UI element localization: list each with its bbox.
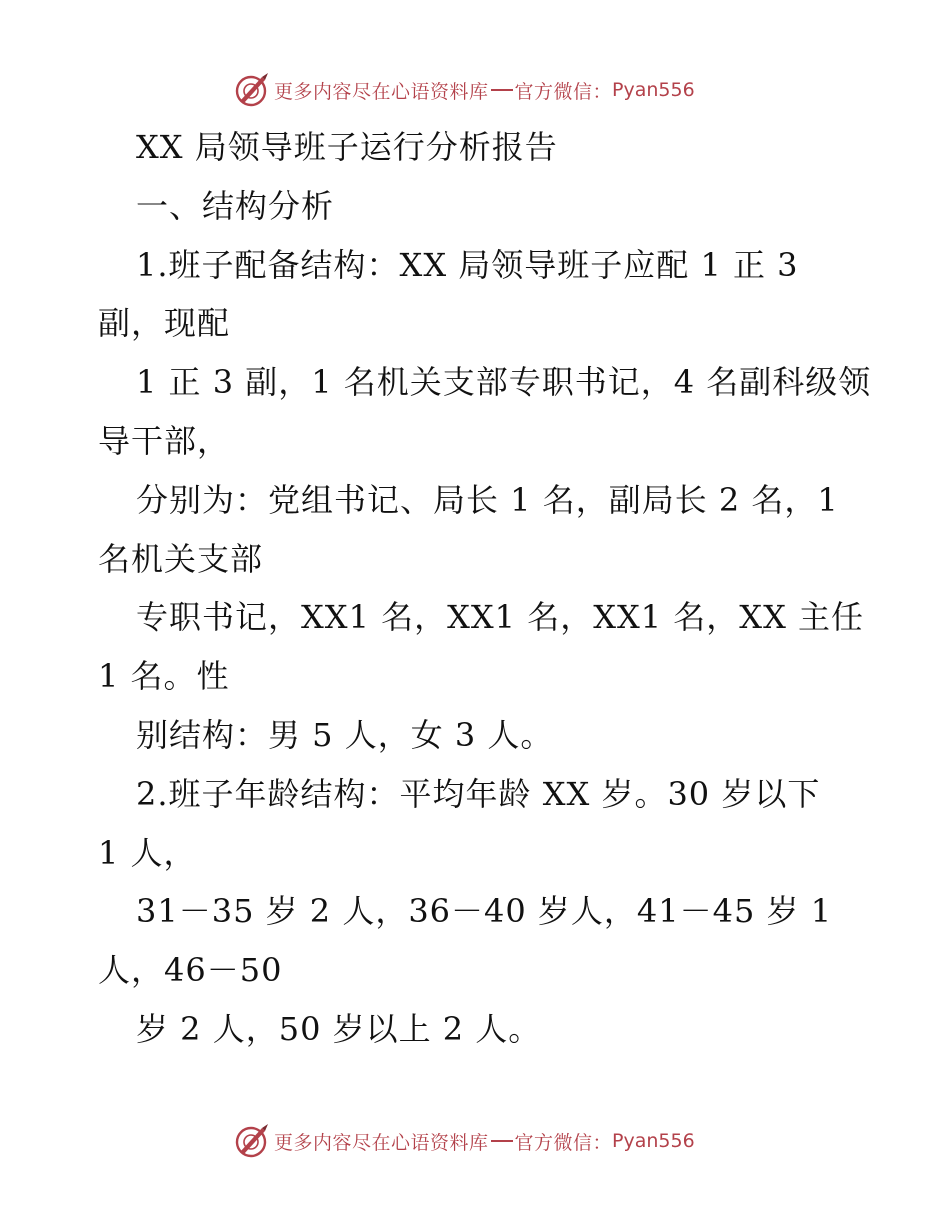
paragraph-line: 1 正 3 副，1 名机关支部专职书记，4 名副科级领 [136, 363, 872, 402]
paragraph-line: 1 名。性 [98, 657, 230, 696]
paragraph-line: 导干部， [98, 421, 231, 460]
paragraph-line: 名机关支部 [98, 539, 264, 578]
watermark-dash [491, 89, 513, 91]
quill-logo-icon [232, 1122, 270, 1160]
paragraph-line: 人，46－50 [98, 951, 283, 990]
watermark-wechat-id: Pyan556 [612, 79, 695, 101]
document-body [98, 118, 872, 1059]
header-watermark [232, 70, 695, 110]
watermark-text: 更多内容尽在心语资料库 [274, 80, 489, 103]
paragraph-line: 专职书记，XX1 名，XX1 名，XX1 名，XX 主任 [136, 598, 865, 637]
paragraph-line: 分别为：党组书记、局长 1 名，副局长 2 名，1 [136, 480, 839, 519]
paragraph-line: 31－35 岁 2 人，36－40 岁人，41－45 岁 1 [136, 892, 833, 931]
quill-logo-icon [232, 71, 270, 109]
paragraph-line: 1 人， [98, 833, 197, 872]
watermark-official: 官方微信： [514, 1131, 613, 1154]
paragraph-line: 2.班子年龄结构：平均年龄 XX 岁。30 岁以下 [136, 774, 821, 813]
watermark-wechat-id: Pyan556 [612, 1130, 695, 1152]
watermark-dash [491, 1140, 513, 1142]
paragraph-line: 1.班子配备结构：XX 局领导班子应配 1 正 3 [136, 245, 799, 284]
document-title: XX 局领导班子运行分析报告 [136, 128, 558, 166]
watermark-text: 更多内容尽在心语资料库 [274, 1131, 489, 1154]
footer-watermark [232, 1121, 695, 1161]
section-heading: 一、结构分析 [136, 186, 335, 225]
paragraph-line: 岁 2 人，50 岁以上 2 人。 [136, 1009, 542, 1048]
paragraph-line: 别结构：男 5 人，女 3 人。 [136, 715, 554, 754]
paragraph-line: 副，现配 [98, 304, 231, 343]
watermark-official: 官方微信： [514, 80, 613, 103]
